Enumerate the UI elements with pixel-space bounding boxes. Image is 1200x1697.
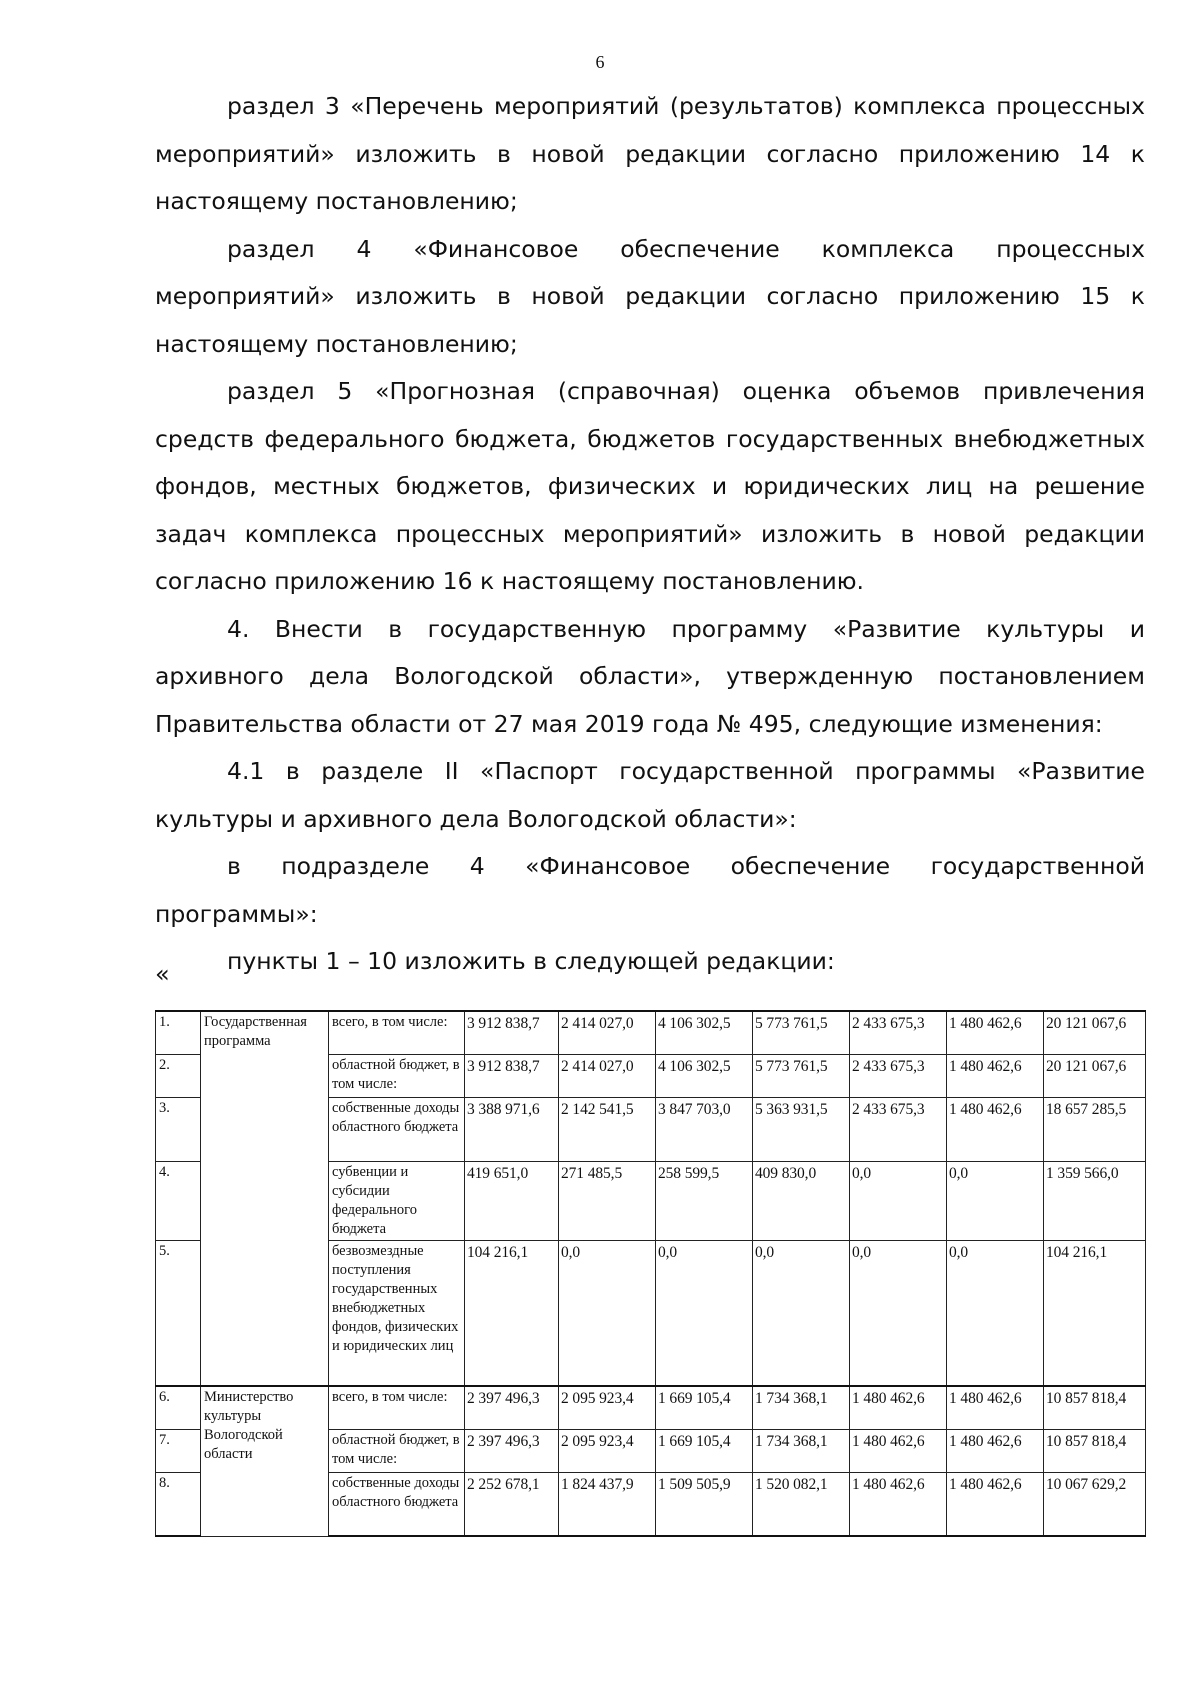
row-label: собственные доходы областного бюджета: [329, 1472, 465, 1536]
value-cell: 1 734 368,1: [753, 1386, 850, 1429]
value-cell: 0,0: [753, 1240, 850, 1386]
value-cell: 1 480 462,6: [947, 1429, 1044, 1472]
document-body: [155, 83, 1145, 986]
value-cell: 1 734 368,1: [753, 1429, 850, 1472]
value-cell: 4 106 302,5: [656, 1054, 753, 1097]
value-cell: 0,0: [850, 1240, 947, 1386]
row-number: 6.: [156, 1386, 201, 1429]
value-cell: 2 252 678,1: [465, 1472, 559, 1536]
value-cell: 419 651,0: [465, 1161, 559, 1240]
value-cell: 1 480 462,6: [947, 1386, 1044, 1429]
paragraph: 4.1 в разделе II «Паспорт государственной программы «Развитие культуры и архивного дела Вологодской области»:: [155, 757, 1145, 833]
value-cell: 0,0: [559, 1240, 656, 1386]
row-label: собственные доходы областного бюджета: [329, 1097, 465, 1161]
value-cell: 5 363 931,5: [753, 1097, 850, 1161]
row-label: всего, в том числе:: [329, 1386, 465, 1429]
value-cell: 0,0: [656, 1240, 753, 1386]
value-cell: 2 095 923,4: [559, 1429, 656, 1472]
value-cell: 409 830,0: [753, 1161, 850, 1240]
value-cell: 1 480 462,6: [850, 1429, 947, 1472]
paragraph: раздел 3 «Перечень мероприятий (результатов) комплекса процессных мероприятий» изложить в новой редакции согласно приложению 14 к настоящему постановлению;: [155, 92, 1145, 215]
value-cell: 2 433 675,3: [850, 1054, 947, 1097]
value-cell: 271 485,5: [559, 1161, 656, 1240]
value-cell: 10 857 818,4: [1044, 1429, 1146, 1472]
value-cell: 18 657 285,5: [1044, 1097, 1146, 1161]
value-cell: 4 106 302,5: [656, 1011, 753, 1054]
value-cell: 1 480 462,6: [947, 1011, 1044, 1054]
value-cell: 1 480 462,6: [850, 1386, 947, 1429]
value-cell: 258 599,5: [656, 1161, 753, 1240]
value-cell: 1 480 462,6: [947, 1097, 1044, 1161]
value-cell: 0,0: [947, 1240, 1044, 1386]
row-number: 3.: [156, 1097, 201, 1161]
value-cell: 1 480 462,6: [947, 1054, 1044, 1097]
value-cell: 1 509 505,9: [656, 1472, 753, 1536]
value-cell: 3 847 703,0: [656, 1097, 753, 1161]
table-row: [156, 1386, 1146, 1429]
row-number: 7.: [156, 1429, 201, 1472]
row-number: 1.: [156, 1011, 201, 1054]
value-cell: 20 121 067,6: [1044, 1011, 1146, 1054]
value-cell: 10 067 629,2: [1044, 1472, 1146, 1536]
value-cell: 1 480 462,6: [850, 1472, 947, 1536]
financing-table: [155, 1010, 1146, 1537]
value-cell: 10 857 818,4: [1044, 1386, 1146, 1429]
value-cell: 2 397 496,3: [465, 1429, 559, 1472]
paragraph: пункты 1 – 10 изложить в следующей редакции:: [227, 947, 835, 975]
group-name: Государственная программа: [201, 1011, 329, 1386]
value-cell: 2 433 675,3: [850, 1011, 947, 1054]
value-cell: 5 773 761,5: [753, 1011, 850, 1054]
value-cell: 3 912 838,7: [465, 1011, 559, 1054]
paragraph: 4. Внести в государственную программу «Развитие культуры и архивного дела Вологодской области», утвержденную постановлением Правительства области от 27 мая 2019 года № 495, следующие изменения:: [155, 614, 1145, 738]
value-cell: 0,0: [850, 1161, 947, 1240]
value-cell: 2 414 027,0: [559, 1011, 656, 1054]
value-cell: 2 433 675,3: [850, 1097, 947, 1161]
group-name: Министерство культуры Вологодской области: [201, 1386, 329, 1536]
row-number: 8.: [156, 1472, 201, 1536]
row-label: всего, в том числе:: [329, 1011, 465, 1054]
value-cell: 2 414 027,0: [559, 1054, 656, 1097]
value-cell: 2 397 496,3: [465, 1386, 559, 1429]
row-label: областной бюджет, в том числе:: [329, 1054, 465, 1097]
row-number: 4.: [156, 1161, 201, 1240]
value-cell: 5 773 761,5: [753, 1054, 850, 1097]
page-number: 6: [595, 52, 605, 72]
row-label: безвозмездные поступления государственных внебюджетных фондов, физических и юридических лиц: [329, 1240, 465, 1386]
value-cell: 0,0: [947, 1161, 1044, 1240]
row-number: 2.: [156, 1054, 201, 1097]
value-cell: 2 095 923,4: [559, 1386, 656, 1429]
row-label: областной бюджет, в том числе:: [329, 1429, 465, 1472]
value-cell: 1 669 105,4: [656, 1386, 753, 1429]
table-row: [156, 1011, 1146, 1054]
value-cell: 104 216,1: [1044, 1240, 1146, 1386]
paragraph: в подразделе 4 «Финансовое обеспечение государственной программы»:: [155, 852, 1145, 928]
value-cell: 2 142 541,5: [559, 1097, 656, 1161]
value-cell: 1 480 462,6: [947, 1472, 1044, 1536]
value-cell: 1 520 082,1: [753, 1472, 850, 1536]
value-cell: 104 216,1: [465, 1240, 559, 1386]
value-cell: 3 912 838,7: [465, 1054, 559, 1097]
value-cell: 3 388 971,6: [465, 1097, 559, 1161]
row-label: субвенции и субсидии федерального бюджета: [329, 1161, 465, 1240]
row-number: 5.: [156, 1240, 201, 1386]
opening-quote: «: [155, 960, 170, 988]
value-cell: 1 824 437,9: [559, 1472, 656, 1536]
value-cell: 1 359 566,0: [1044, 1161, 1146, 1240]
value-cell: 20 121 067,6: [1044, 1054, 1146, 1097]
paragraph: раздел 5 «Прогнозная (справочная) оценка объемов привлечения средств федерального бюджета, бюджетов государственных внебюджетных фондов, местных бюджетов, физических и юридических лиц на решение задач комплекса процессных мероприятий» изложить в новой редакции согласно приложению 16 к настоящему постановлению.: [155, 377, 1145, 595]
paragraph: раздел 4 «Финансовое обеспечение комплекса процессных мероприятий» изложить в новой редакции согласно приложению 15 к настоящему постановлению;: [155, 234, 1145, 358]
value-cell: 1 669 105,4: [656, 1429, 753, 1472]
